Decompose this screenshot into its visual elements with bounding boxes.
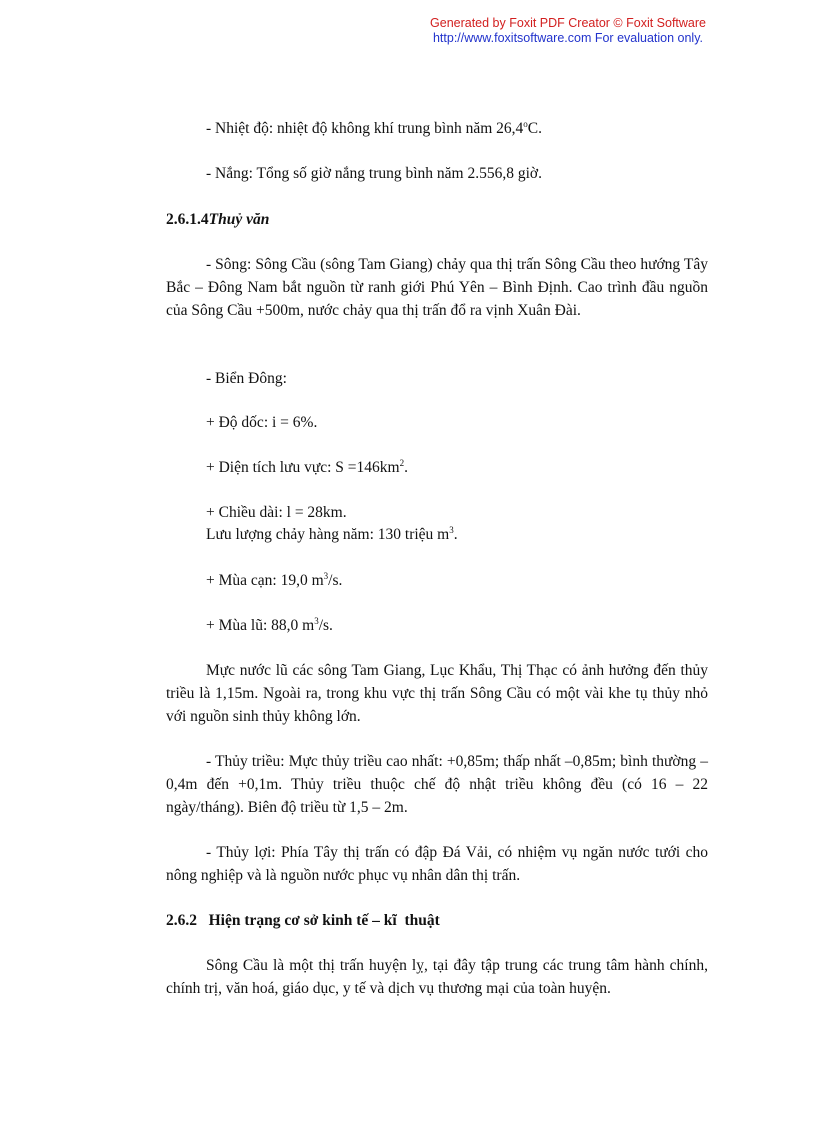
tide-paragraph: - Thủy triều: Mực thủy triều cao nhất: +0,85m; thấp nhất –0,85m; bình thường –0,4m đến +0,1m. Thủy triều thuộc chế độ nhật triều không đều (có 16 – 22 ngày/tháng). Biên độ triều từ 1,5 – 2m. xyxy=(166,753,708,816)
temperature-line: - Nhiệt độ: nhiệt độ không khí trung bình năm 26,4$^o$C. xyxy=(206,118,543,137)
sunshine-line: - Nắng: Tổng số giờ nắng trung bình năm 2.556,8 giờ. xyxy=(206,165,542,182)
annual-flow-line: Lưu lượng chảy hàng năm: 130 triệu $m^3$. xyxy=(206,524,458,543)
east-sea-line: - Biển Đông: xyxy=(206,370,287,387)
flood-season-line: + Mùa lũ: 88,0 $m^3/s$. xyxy=(206,615,333,634)
length-line: + Chiều dài: l = 28km. xyxy=(206,504,347,521)
watermark-line-2: http://www.foxitsoftware.com For evaluation only. xyxy=(432,31,704,45)
flood-level-paragraph: Mực nước lũ các sông Tam Giang, Lục Khẩu, Thị Thạc có ảnh hưởng đến thủy triều là 1,15m. Ngoài ra, trong khu vực thị trấn Sông Cầu có một vài khe tụ thủy nhỏ với nguồn sinh thủy không lớn. xyxy=(166,662,708,725)
river-paragraph: - Sông: Sông Cầu (sông Tam Giang) chảy qua thị trấn Sông Cầu theo hướng Tây Bắc – Đông Nam bắt nguồn từ ranh giới Phú Yên – Bình Định. Cao trình đầu nguồn của Sông Cầu +500m, nước chảy qua thị trấn đổ ra vịnh Xuân Đài. xyxy=(166,256,708,319)
infrastructure-paragraph: Sông Cầu là một thị trấn huyện lỵ, tại đây tập trung các trung tâm hành chính, chính trị, văn hoá, giáo dục, y tế và dịch vụ thương mại của toàn huyện. xyxy=(166,957,708,997)
section-heading-hydrology: 2.6.1.4Thuỷ văn xyxy=(166,211,270,228)
slope-line: + Độ dốc: i = 6%. xyxy=(206,414,318,431)
basin-area-line: + Diện tích lưu vực: $S =146km^2$. xyxy=(206,457,408,476)
dry-season-line: + Mùa cạn: 19,0 $m^3/s$. xyxy=(206,570,343,589)
foxit-watermark xyxy=(430,16,706,46)
irrigation-paragraph: - Thủy lợi: Phía Tây thị trấn có đập Đá Vải, có nhiệm vụ ngăn nước tưới cho nông nghiệp và là nguồn nước phục vụ nhân dân thị trấn. xyxy=(166,844,708,884)
section-heading-infrastructure: 2.6.2 Hiện trạng cơ sở kinh tế – kĩ thuật xyxy=(166,912,440,929)
watermark-line-1: Generated by Foxit PDF Creator © Foxit Software xyxy=(430,16,706,30)
